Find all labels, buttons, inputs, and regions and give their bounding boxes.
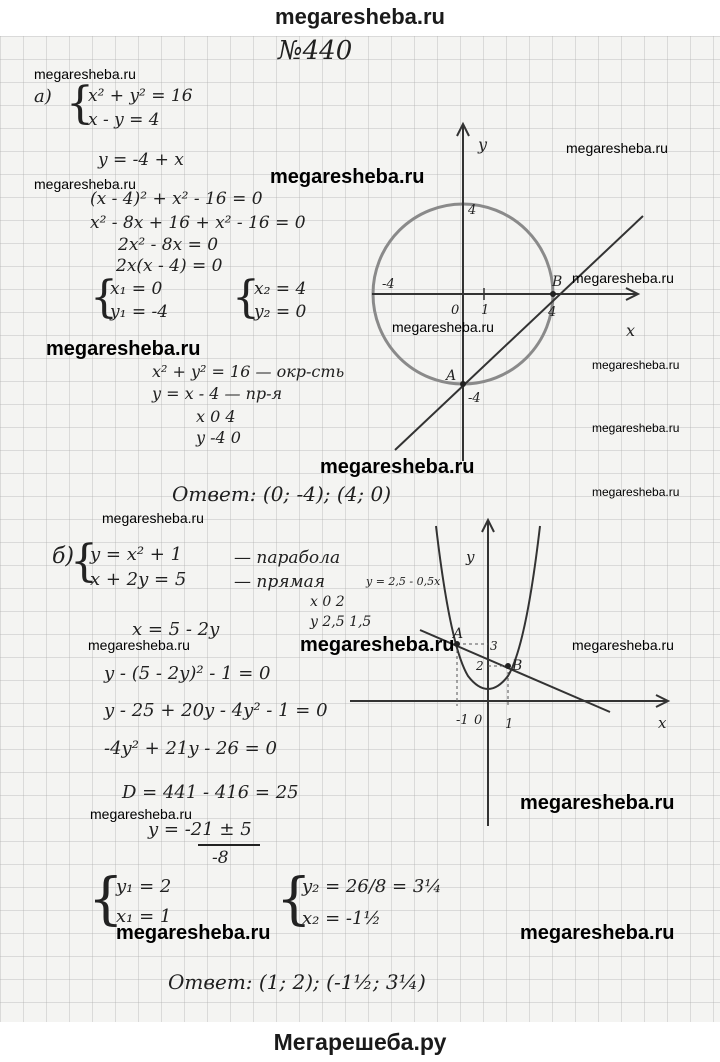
system-eq-1: y = x² + 1 (90, 544, 183, 565)
watermark: megaresheba.ru (592, 485, 680, 499)
system-eq-2: x + 2y = 5 (90, 569, 187, 590)
homework-sheet (0, 36, 720, 1022)
sol1-y: y₁ = -4 (110, 302, 169, 322)
system-eq-1: x² + y² = 16 (88, 86, 193, 106)
watermark: megaresheba.ru (88, 637, 190, 653)
watermark: megaresheba.ru (520, 922, 675, 944)
express-x: x = 5 - 2y (132, 619, 220, 640)
solution-brace: { (232, 272, 260, 323)
watermark: megaresheba.ru (102, 510, 204, 526)
axis-label-y: y (466, 548, 475, 566)
root-formula-denominator: -8 (212, 848, 229, 868)
watermark: megaresheba.ru (392, 319, 494, 335)
system-eq-2: x - y = 4 (88, 110, 160, 130)
watermark: megaresheba.ru (270, 166, 425, 188)
watermark: megaresheba.ru (300, 634, 455, 656)
point-b-label: B (512, 658, 523, 674)
sol1-x: x₁ = 0 (110, 279, 163, 299)
part-a-label: а) (34, 86, 52, 107)
axis-label-x: x (626, 321, 636, 340)
note-line: y = x - 4 — пр-я (152, 384, 283, 403)
solution-brace: { (90, 272, 118, 323)
system-brace: { (66, 78, 94, 129)
point-a (460, 381, 466, 387)
axis-label-y: y (478, 135, 488, 154)
point-a-label: A (453, 626, 464, 642)
step-1: y - (5 - 2y)² - 1 = 0 (104, 663, 271, 684)
note-line: — прямая (234, 572, 325, 592)
origin-label: 0 (474, 713, 483, 728)
tick-one-label: 1 (505, 717, 514, 732)
answer-b: Ответ: (1; 2); (-1½; 3¼) (168, 970, 426, 994)
tick-neg-four-y-label: -4 (468, 391, 481, 406)
sol1-y: y₁ = 2 (116, 876, 172, 897)
step-3: 2x² - 8x = 0 (118, 235, 219, 255)
tick-two-y-label: 2 (476, 659, 484, 673)
step-4: D = 441 - 416 = 25 (122, 782, 299, 803)
line-equation: y = 2,5 - 0,5x (366, 575, 441, 588)
watermark: megaresheba.ru (116, 922, 271, 944)
point-a-label: A (446, 368, 457, 384)
watermark: megaresheba.ru (90, 806, 192, 822)
axis-label-x: x (658, 714, 667, 732)
answer-a: Ответ: (0; -4); (4; 0) (172, 482, 392, 506)
watermark: megaresheba.ru (572, 270, 674, 286)
step-3: -4y² + 21y - 26 = 0 (104, 738, 277, 759)
watermark: megaresheba.ru (572, 637, 674, 653)
step-2: y - 25 + 20y - 4y² - 1 = 0 (104, 700, 328, 721)
watermark: megaresheba.ru (592, 421, 680, 435)
solution-brace: { (88, 867, 124, 932)
tick-neg-one-label: -1 (456, 713, 469, 728)
graph-parabola-line (340, 506, 680, 836)
tick-four-x-label: 4 (548, 305, 557, 320)
sol2-y: y₂ = 26/8 = 3¼ (302, 876, 442, 897)
sol1-x: x₁ = 1 (116, 906, 172, 927)
tick-one-label: 1 (481, 303, 490, 318)
step-4: 2x(x - 4) = 0 (116, 256, 223, 276)
point-b (505, 663, 511, 669)
note-parabola: — парабола (234, 548, 341, 568)
table-row-y: y 2,5 1,5 (310, 614, 372, 630)
watermark: megaresheba.ru (592, 358, 680, 372)
watermark: megaresheba.ru (46, 338, 201, 360)
solution-brace: { (276, 867, 312, 932)
step-1: (x - 4)² + x² - 16 = 0 (90, 189, 263, 209)
point-b (550, 291, 556, 297)
watermark: megaresheba.ru (34, 66, 136, 82)
table-row-y: y -4 0 (196, 428, 241, 447)
sol2-x: x₂ = 4 (254, 279, 307, 299)
problem-number: №440 (278, 36, 353, 66)
root-formula-numerator: y = -21 ± 5 (148, 819, 252, 840)
origin-label: 0 (451, 303, 460, 318)
fraction-bar (198, 844, 260, 846)
system-brace: { (70, 536, 98, 587)
point-b-label: B (552, 274, 563, 290)
note-circle: x² + y² = 16 — окр-сть (152, 362, 345, 381)
watermark: megaresheba.ru (34, 176, 136, 192)
table-row-x: x 0 4 (196, 407, 236, 426)
watermark: megaresheba.ru (520, 792, 675, 814)
watermark: megaresheba.ru (320, 456, 475, 478)
tick-four-y-label: 4 (468, 203, 477, 218)
sol2-x: x₂ = -1½ (302, 908, 381, 929)
step-2: x² - 8x + 16 + x² - 16 = 0 (90, 213, 306, 233)
tick-neg-four-x-label: -4 (382, 277, 395, 292)
site-footer[interactable]: Мегарешеба.ру (273, 1029, 447, 1055)
site-header[interactable]: megaresheba.ru (275, 4, 445, 29)
table-row-x: x 0 2 (310, 594, 345, 610)
tick-three-y-label: 3 (490, 639, 498, 653)
watermark: megaresheba.ru (566, 140, 668, 156)
express-y: y = -4 + x (98, 150, 184, 170)
part-b-label: б) (52, 544, 75, 569)
sol2-y: y₂ = 0 (254, 302, 307, 322)
